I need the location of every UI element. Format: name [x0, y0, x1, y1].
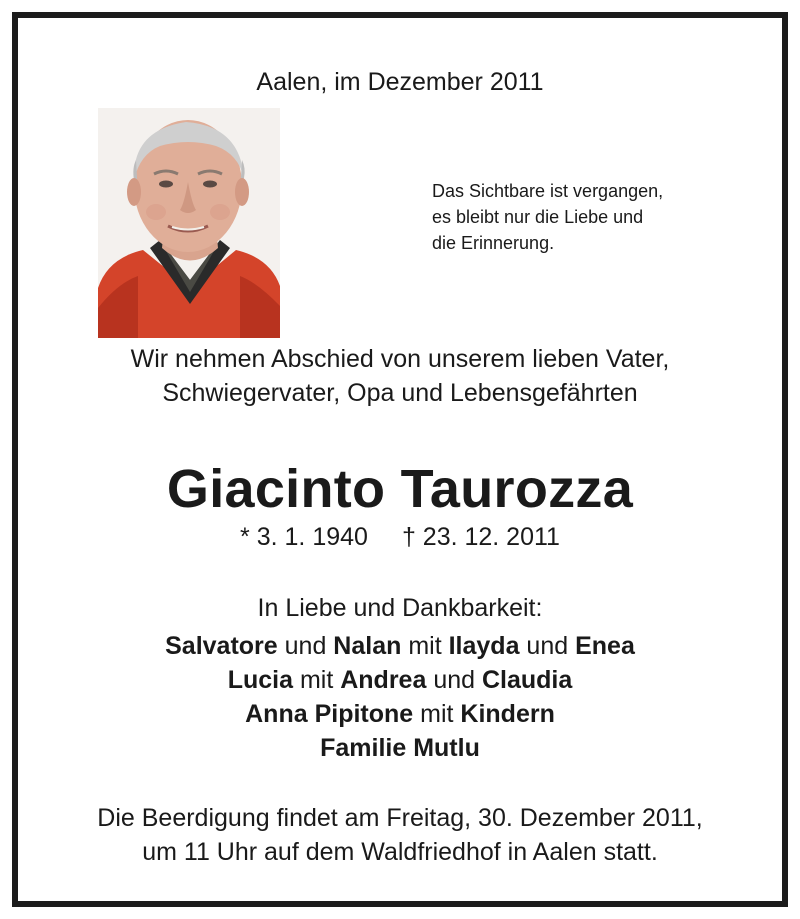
mourners-heading: In Liebe und Dankbarkeit: — [257, 594, 543, 622]
quote-line: Das Sichtbare ist vergangen, — [432, 181, 664, 201]
intro-line: Schwiegervater, Opa und Lebensgefährten — [162, 379, 638, 407]
connector-text: und — [519, 632, 576, 660]
connector-text: mit — [401, 632, 449, 660]
quote-line: es bleibt nur die Liebe und — [432, 207, 644, 227]
life-dates — [18, 523, 782, 552]
funeral-notice — [18, 801, 782, 869]
death-date: † 23. 12. 2011 — [401, 523, 560, 551]
mourner-name: Nalan — [333, 632, 402, 660]
birth-date: * 3. 1. 1940 — [240, 523, 368, 551]
memorial-quote — [432, 178, 663, 256]
connector-text: mit — [413, 700, 461, 728]
mourners-line — [18, 731, 782, 765]
connector-text: und — [277, 632, 334, 660]
quote-line: die Erinnerung. — [432, 233, 555, 253]
mourners-list — [18, 629, 782, 765]
mourners-line — [18, 663, 782, 697]
mourner-name: Andrea — [340, 666, 427, 694]
mourners-line — [18, 629, 782, 663]
mourner-name: Lucia — [227, 666, 294, 694]
mourner-name: Claudia — [481, 666, 573, 694]
intro-line: Wir nehmen Abschied von unserem lieben Vater, — [130, 345, 670, 373]
mourner-name: Familie Mutlu — [320, 734, 480, 762]
mourner-name: Anna Pipitone — [245, 700, 414, 728]
mourner-name: Kindern — [460, 700, 555, 728]
obituary-frame — [12, 12, 788, 907]
connector-text: mit — [293, 666, 341, 694]
portrait-photo — [98, 108, 280, 338]
mourner-name: Ilayda — [448, 632, 520, 660]
mourners-line — [18, 697, 782, 731]
farewell-intro — [18, 342, 782, 410]
mourner-name: Salvatore — [165, 632, 278, 660]
connector-text: und — [426, 666, 482, 694]
mourner-name: Enea — [575, 632, 635, 660]
place-date: Aalen, im Dezember 2011 — [256, 68, 544, 96]
deceased-name: Giacinto Taurozza — [166, 459, 634, 519]
funeral-line: Die Beerdigung findet am Freitag, 30. Dezember 2011, — [97, 804, 703, 832]
funeral-line: um 11 Uhr auf dem Waldfriedhof in Aalen statt. — [142, 838, 658, 866]
